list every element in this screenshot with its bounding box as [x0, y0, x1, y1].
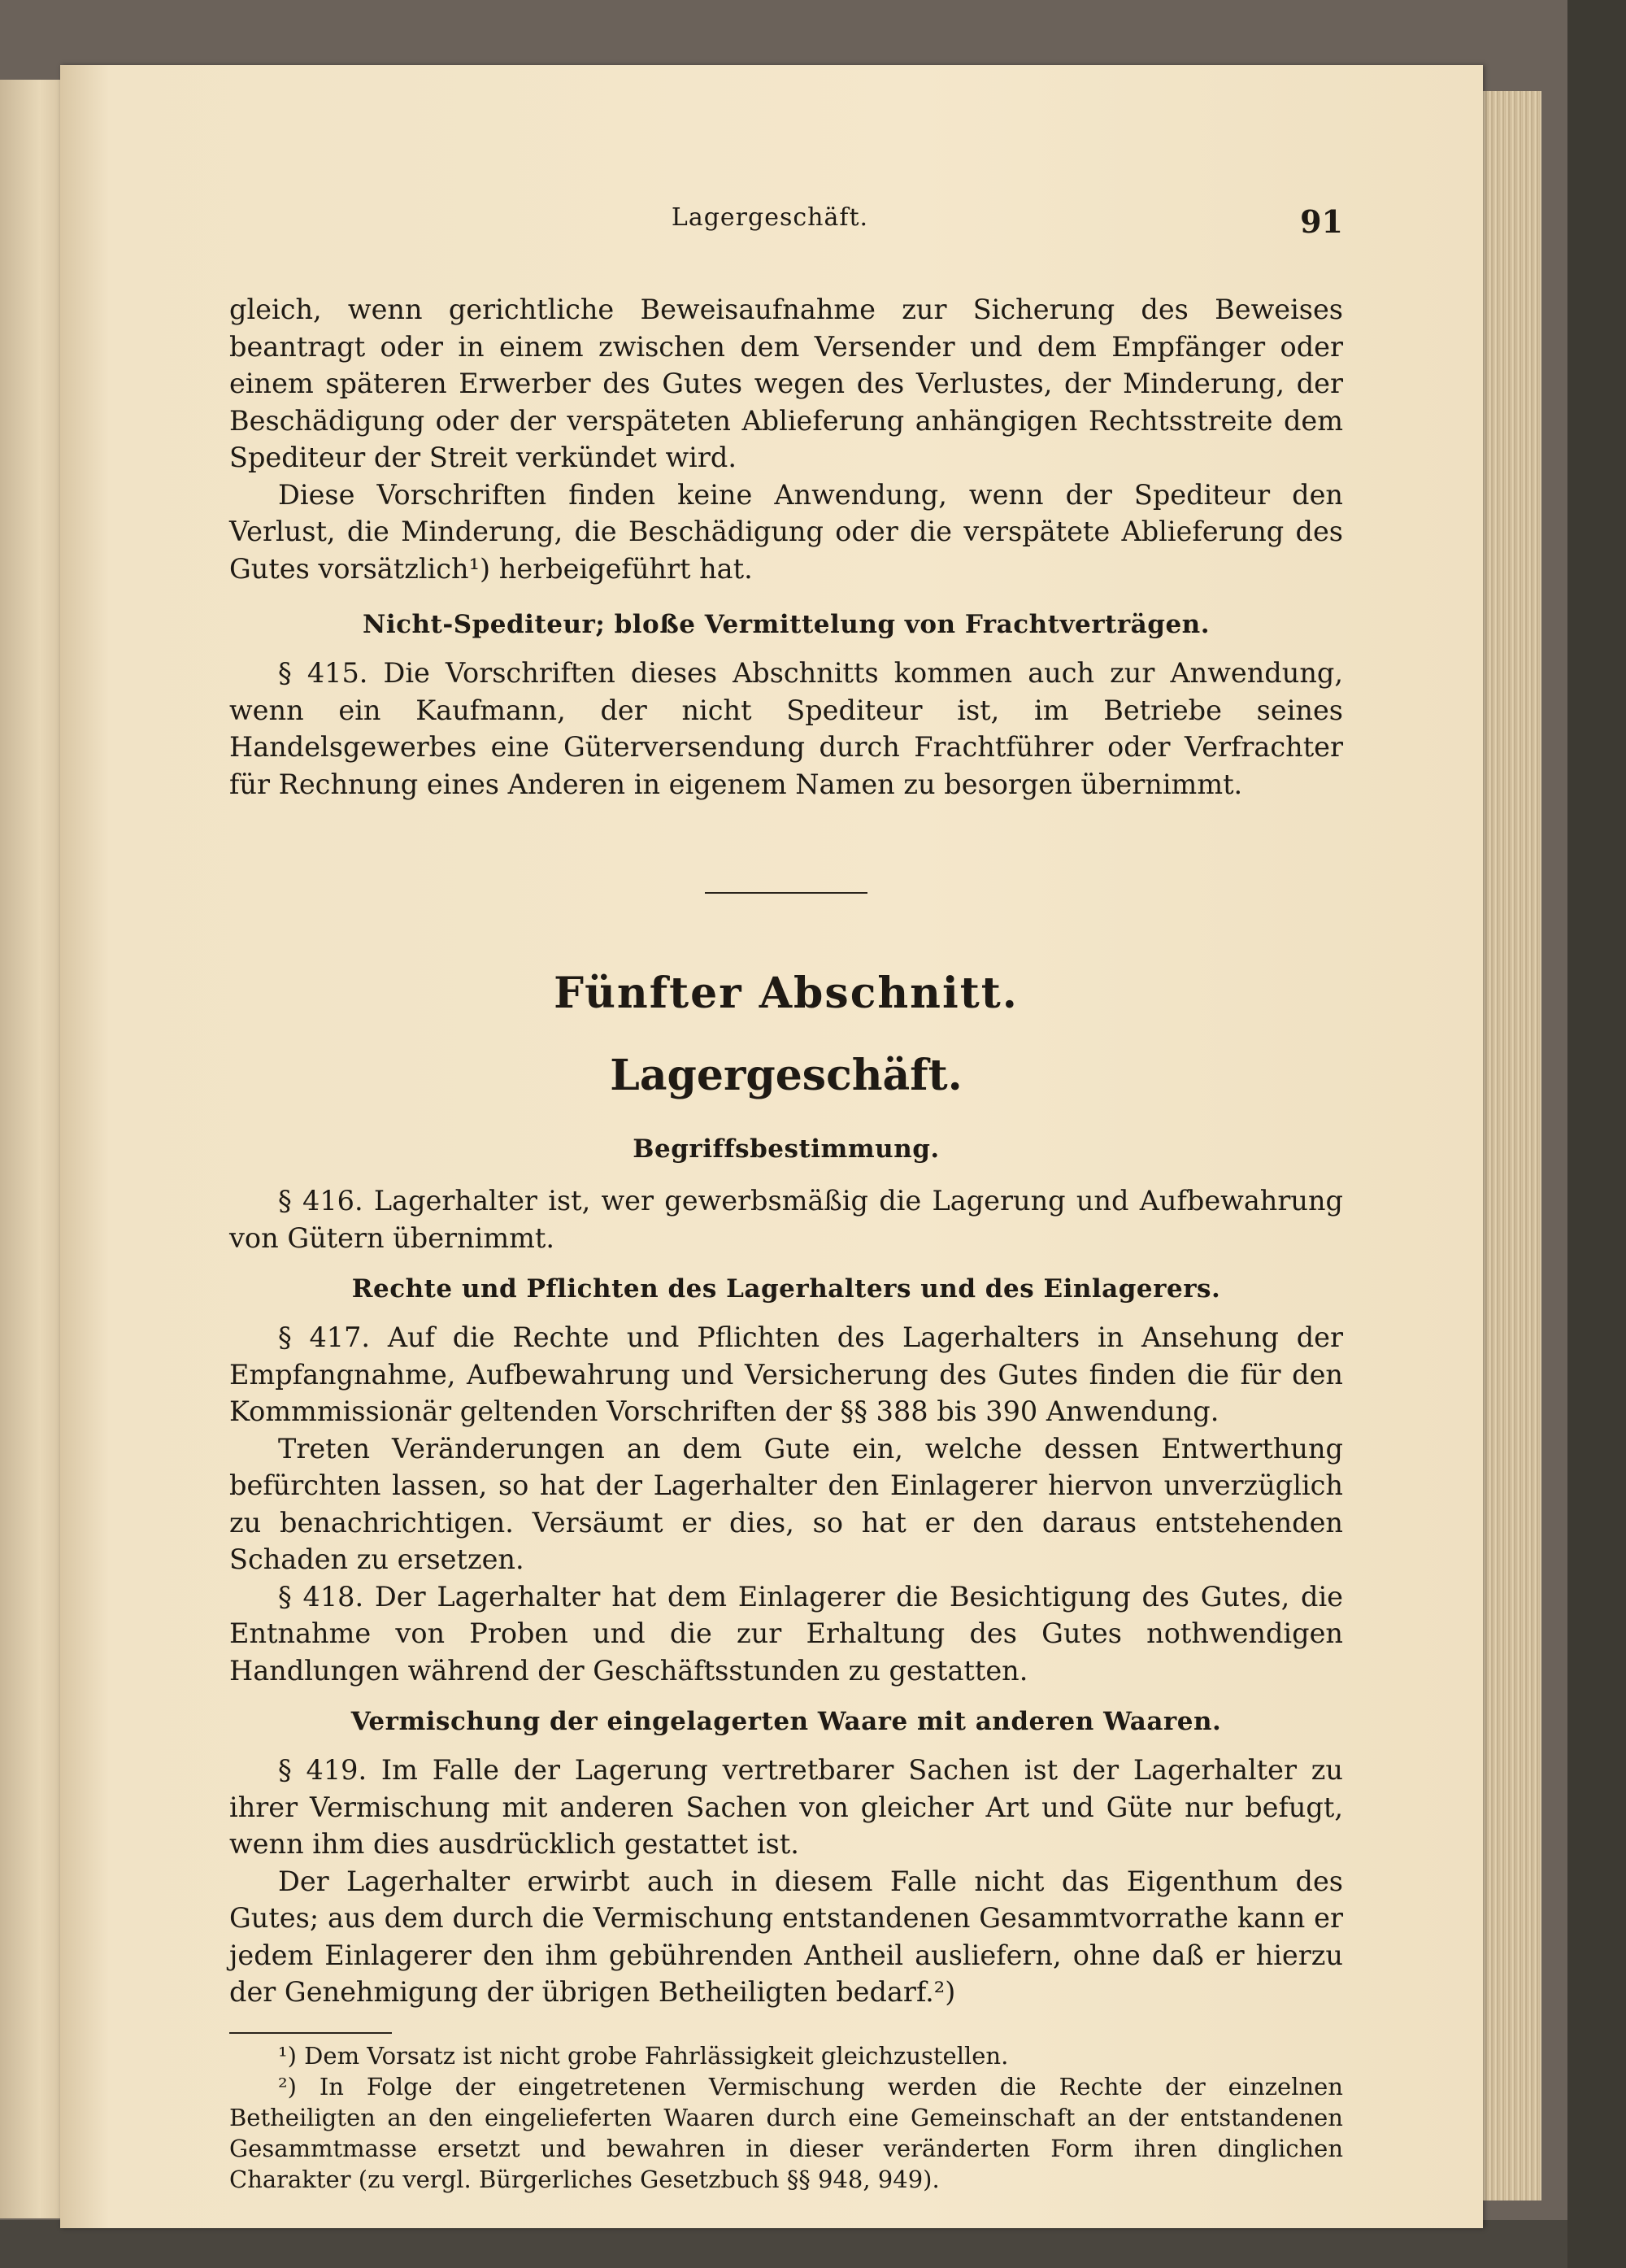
paragraph-section-419-b: Der Lagerhalter erwirbt auch in diesem Falle nicht das Eigenthum des Gutes; aus dem durch die Vermischung entstandenen Gesammtvorrathe kann er jedem Einlagerer den ihm gebührenden Antheil ausliefern, ohne daß er hierzu der Genehmigung der übrigen Betheiligten bedarf.²) — [229, 1865, 1343, 2008]
left-page-edge — [0, 80, 67, 2218]
paragraph-section-419: § 419. Im Falle der Lagerung vertretbarer Sachen ist der Lagerhalter zu ihrer Vermischung mit anderen Sachen von gleicher Art und Güte nur befugt, wenn ihm dies ausdrücklich gestattet ist. — [229, 1754, 1343, 1860]
footnote-divider — [229, 2032, 392, 2034]
paragraph-section-416: § 416. Lagerhalter ist, wer gewerbsmäßig die Lagerung und Aufbewahrung von Gütern übernimmt. — [229, 1185, 1343, 1254]
paragraph-section-415: § 415. Die Vorschriften dieses Abschnitts kommen auch zur Anwendung, wenn ein Kaufmann, der nicht Spediteur ist, im Betriebe seines Handelsgewerbes eine Güterversendung durch Frachtführer oder Verfrachter für Rechnung eines Anderen in eigenem Namen zu besorgen übernimmt. — [229, 657, 1343, 800]
paragraph-section-417: § 417. Auf die Rechte und Pflichten des Lagerhalters in Ansehung der Empfangnahme, Aufbewahrung und Versicherung des Gutes finden die für den Kommmissionär geltenden Vorschriften der §§ 388 bis 390 Anwendung. — [229, 1321, 1343, 1427]
chapter-title: Fünfter Abschnitt. — [554, 969, 1019, 1018]
footnotes — [229, 2040, 1343, 2195]
footnote-2: ²) In Folge der eingetretenen Vermischung werden die Rechte der einzelnen Betheiligten an den eingelieferten Waaren durch eine Gemeinschaft an der entstandenen Gesammtmasse ersetzt und bewahren in dieser veränderten Form ihren dinglichen Charakter (zu vergl. Bürgerliches Gesetzbuch §§ 948, 949). — [229, 2072, 1343, 2193]
paragraph: Diese Vorschriften finden keine Anwendung, wenn der Spediteur den Verlust, die Minderung, die Beschädigung oder die verspätete Ablieferung des Gutes vorsätzlich¹) herbeigeführt hat. — [229, 478, 1343, 585]
heading-nicht-spediteur: Nicht-Spediteur; bloße Vermittelung von Frachtverträgen. — [363, 610, 1210, 639]
page-number: 91 — [1300, 203, 1343, 240]
paragraph-section-418: § 418. Der Lagerhalter hat dem Einlagerer die Besichtigung des Gutes, die Entnahme von Proben und die zur Erhaltung des Gutes nothwendigen Handlungen während der Geschäftsstunden zu gestatten. — [229, 1580, 1343, 1687]
section-title: Lagergeschäft. — [610, 1051, 963, 1100]
paragraph-continuation: gleich, wenn gerichtliche Beweisaufnahme zur Sicherung des Beweises beantragt oder in einem zwischen dem Versender und dem Empfänger oder einem späteren Erwerber des Gutes wegen des Verlustes, der Minderung, der Beschädigung oder der verspäteten Ablieferung anhängigen Rechtsstreite dem Spediteur der Streit verkündet wird. — [229, 294, 1343, 473]
page-stack-edges — [1476, 91, 1541, 2201]
heading-rechte-pflichten: Rechte und Pflichten des Lagerhalters und des Einlagerers. — [351, 1274, 1221, 1304]
footnote-1: ¹) Dem Vorsatz ist nicht grobe Fahrlässigkeit gleichzustellen. — [278, 2041, 1009, 2070]
paragraph-section-417-b: Treten Veränderungen an dem Gute ein, welche dessen Entwerthung befürchten lassen, so hat der Lagerhalter den Einlagerer hiervon unverzüglich zu benachrichtigen. Versäumt er dies, so hat er den daraus entstehenden Schaden zu ersetzen. — [229, 1432, 1343, 1575]
page-body — [229, 291, 1343, 2195]
section-divider — [705, 892, 867, 894]
heading-vermischung: Vermischung der eingelagerten Waare mit anderen Waaren. — [350, 1707, 1222, 1736]
heading-begriffsbestimmung: Begriffsbestimmung. — [633, 1134, 940, 1164]
page-header — [229, 203, 1343, 252]
running-title: Lagergeschäft. — [671, 203, 869, 232]
